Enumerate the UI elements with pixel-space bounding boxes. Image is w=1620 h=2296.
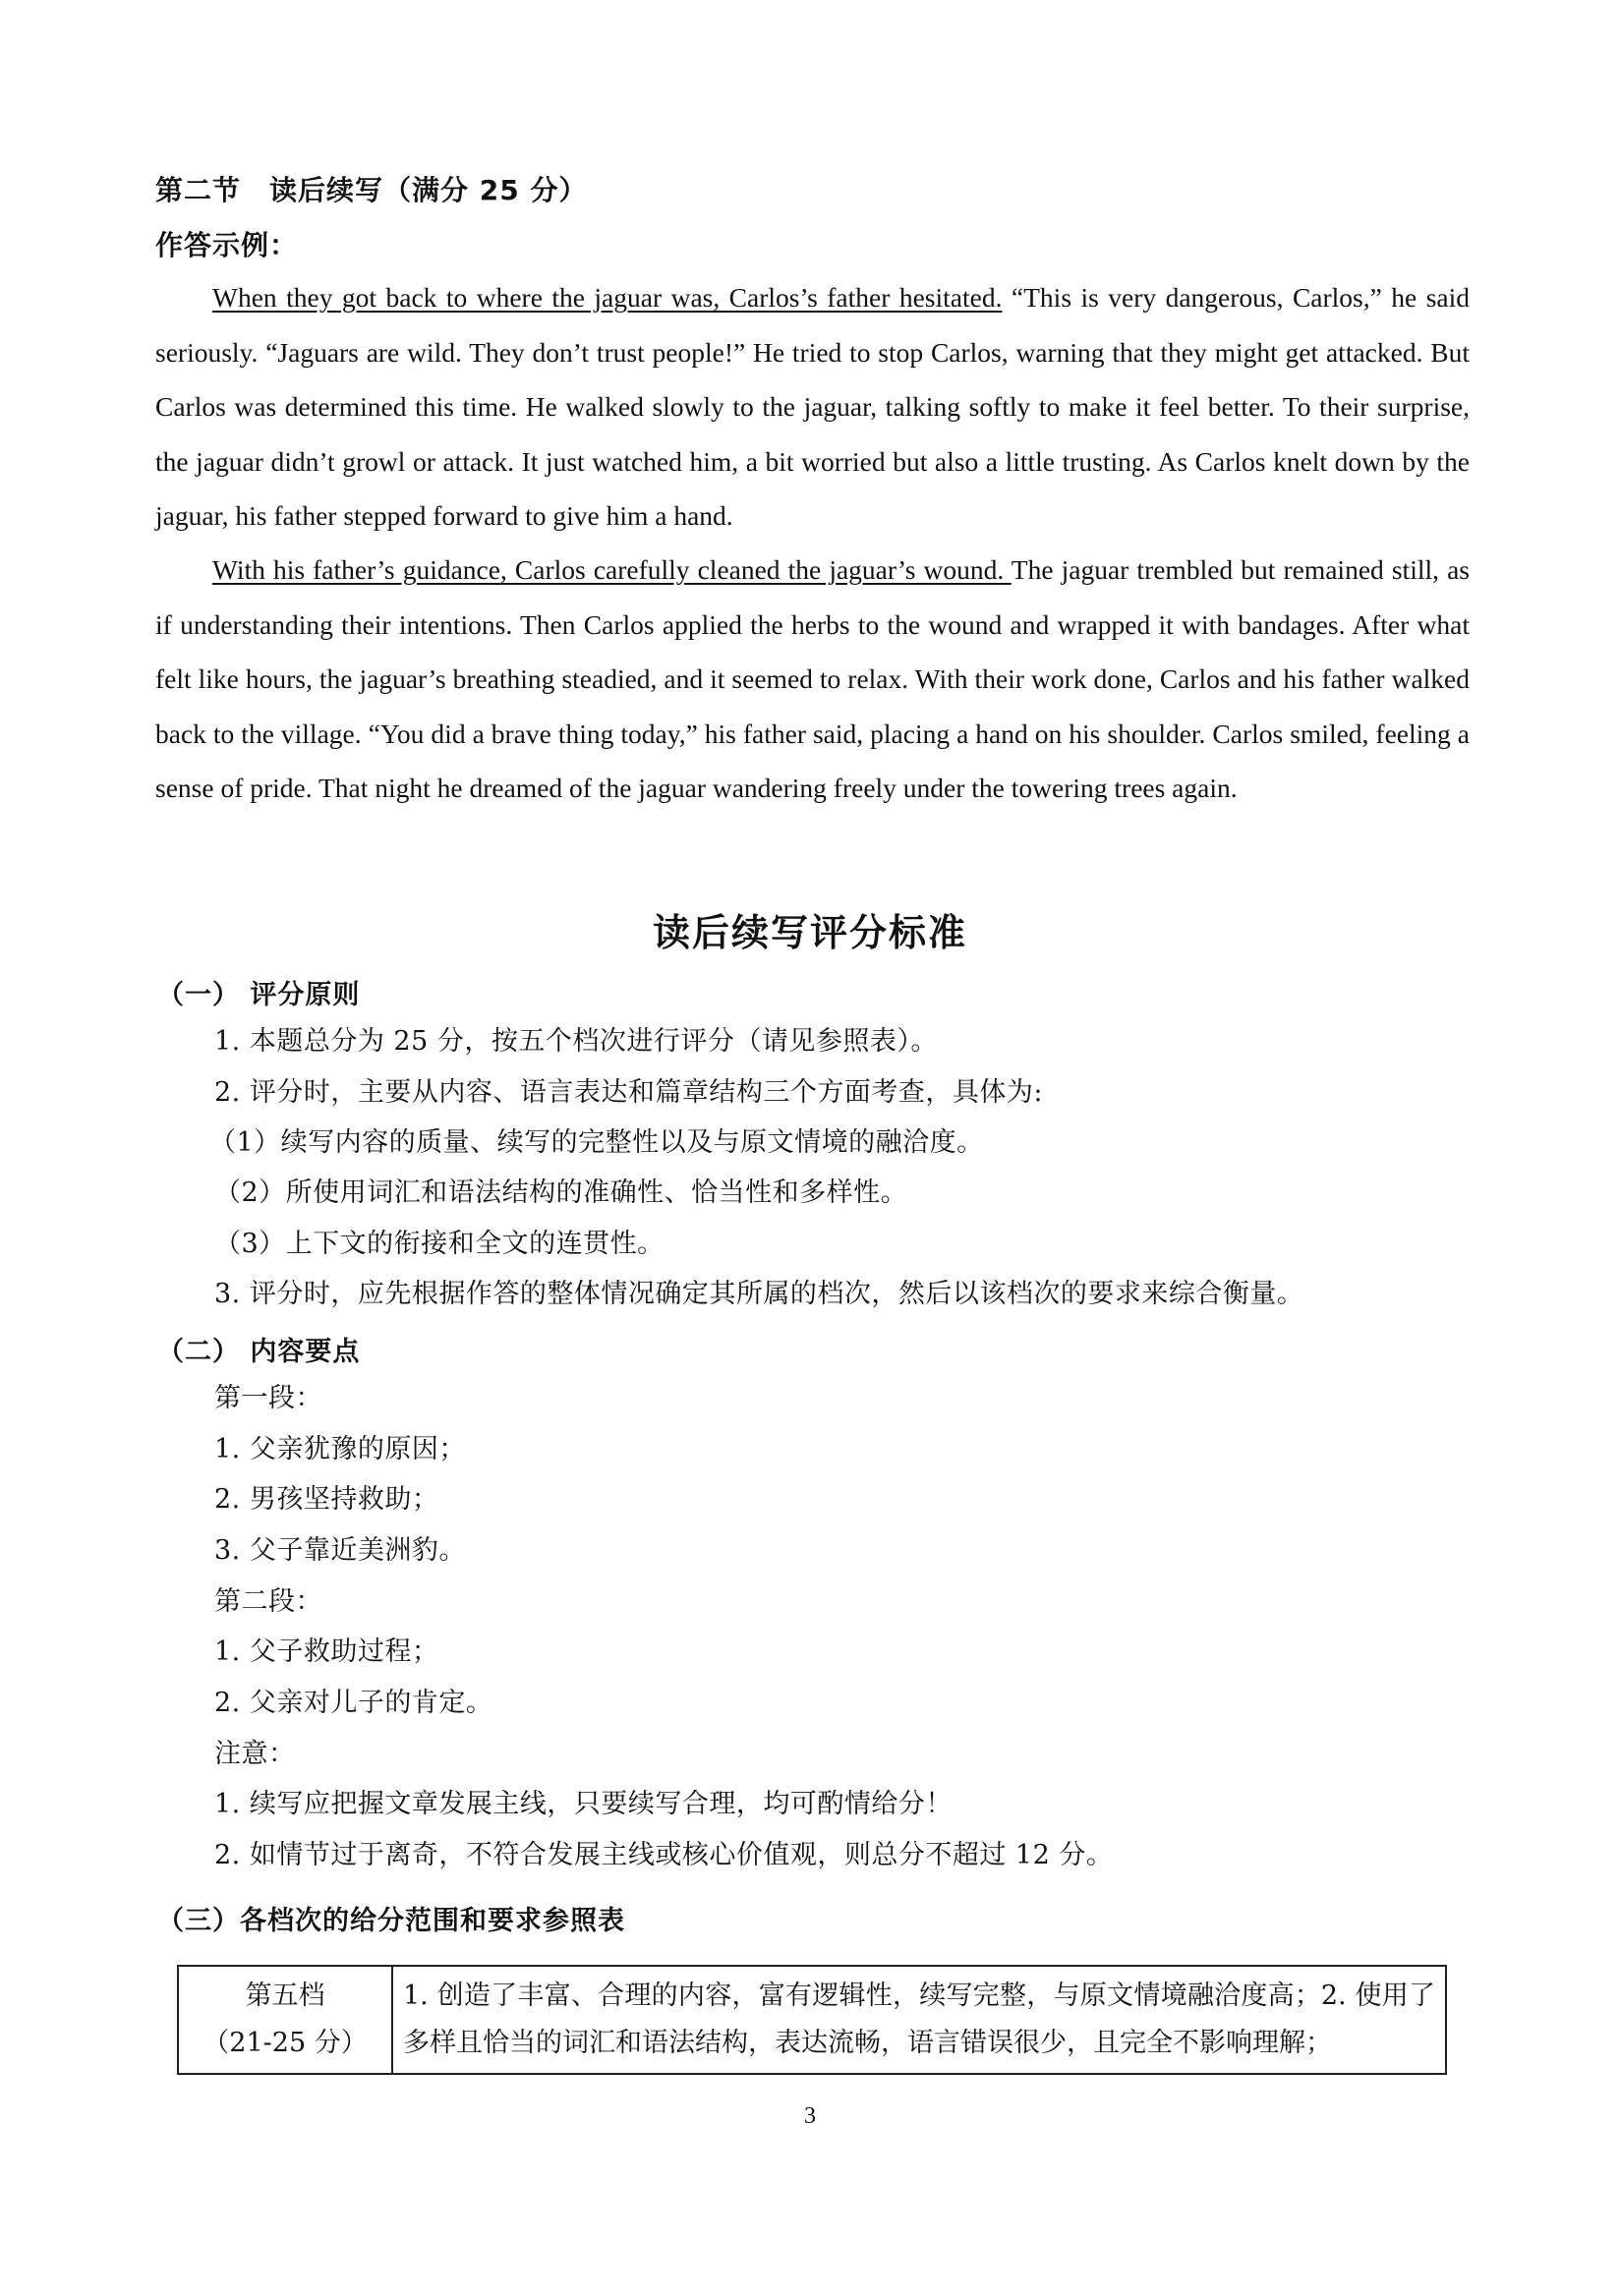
level-score-range: （21-25 分） — [202, 2028, 368, 2058]
content-point-item: 2. 男孩坚持救助； — [214, 1484, 439, 1515]
principle-sub-item: （2）所使用词汇和语法结构的准确性、恰当性和多样性。 — [214, 1177, 908, 1208]
content-point-item: 3. 父子靠近美洲豹。 — [214, 1535, 466, 1566]
essay-paragraph-1 — [155, 270, 1470, 544]
level-cell — [178, 1966, 392, 2074]
principle-sub-item: （3）上下文的衔接和全文的连贯性。 — [214, 1229, 665, 1259]
sample-answer-label: 作答示例： — [155, 229, 299, 261]
essay-paragraph-2 — [155, 543, 1470, 816]
principle-item: 1. 本题总分为 25 分，按五个档次进行评分（请见参照表）。 — [214, 1026, 938, 1057]
level-description: 1. 创造了丰富、合理的内容，富有逻辑性，续写完整，与原文情境融洽度高；2. 使用了多样且恰当的词汇和语法结构，表达流畅，语言错误很少，且完全不影响理解； — [392, 1966, 1446, 2074]
note-label: 注意： — [214, 1739, 296, 1769]
principle-item: 2. 评分时，主要从内容、语言表达和篇章结构三个方面考查，具体为: — [214, 1077, 1043, 1108]
scoring-table-heading: （三）各档次的给分范围和要求参照表 — [157, 1906, 625, 1936]
rubric-title: 读后续写评分标准 — [652, 911, 967, 954]
table-row — [178, 1966, 1446, 2074]
section-title: 第二节 读后续写（满分 25 分） — [155, 174, 588, 206]
note-item: 2. 如情节过于离奇，不符合发展主线或核心价值观，则总分不超过 12 分。 — [214, 1840, 1114, 1870]
essay-p2-text: The jaguar trembled but remained still, as if understanding their intentions. Then Carlos applied the herbs to the wound and wrapped it with bandages. After what felt like hours, the jaguar’s breathing steadied, and it seemed to relax. With their work done, Carlos and his father walked back to the village. “You did a brave thing today,” his father said, placing a hand on his shoulder. Carlos smiled, feeling a sense of pride. That night he dreamed of the jaguar wandering freely under the towering trees again. — [155, 554, 1470, 803]
content-point-item: 1. 父子救助过程； — [214, 1636, 439, 1667]
principle-sub-item: （1）续写内容的质量、续写的完整性以及与原文情境的融洽度。 — [209, 1127, 984, 1158]
content-point-item: 2. 父亲对儿子的肯定。 — [214, 1688, 493, 1718]
scoring-table — [177, 1965, 1447, 2075]
paragraph-1-label: 第一段： — [214, 1383, 322, 1413]
level-name: 第五档 — [245, 1980, 325, 2011]
essay-p2-underlined-sentence: With his father’s guidance, Carlos carefully cleaned the jaguar’s wound. — [212, 554, 1012, 585]
essay-p1-underlined-sentence: When they got back to where the jaguar was, Carlos’s father hesitated. — [212, 282, 1003, 313]
page-number: 3 — [804, 2103, 816, 2129]
principles-heading: （一） 评分原则 — [157, 980, 361, 1010]
essay-p1-text: “This is very dangerous, Carlos,” he said seriously. “Jaguars are wild. They don’t trust people!” He tried to stop Carlos, warning that they might get attacked. But Carlos was determined this time. He walked slowly to the jaguar, talking softly to make it feel better. To their surprise, the jaguar didn’t growl or attack. It just watched him, a bit worried but also a little trusting. As Carlos knelt down by the jaguar, his father stepped forward to give him a hand. — [155, 282, 1470, 531]
paragraph-2-label: 第二段： — [214, 1586, 322, 1617]
principle-item: 3. 评分时，应先根据作答的整体情况确定其所属的档次，然后以该档次的要求来综合衡量。 — [214, 1279, 1304, 1309]
content-points-heading: （二） 内容要点 — [157, 1337, 361, 1367]
note-item: 1. 续写应把握文章发展主线，只要续写合理，均可酌情给分！ — [214, 1789, 953, 1819]
content-point-item: 1. 父亲犹豫的原因； — [214, 1434, 466, 1464]
